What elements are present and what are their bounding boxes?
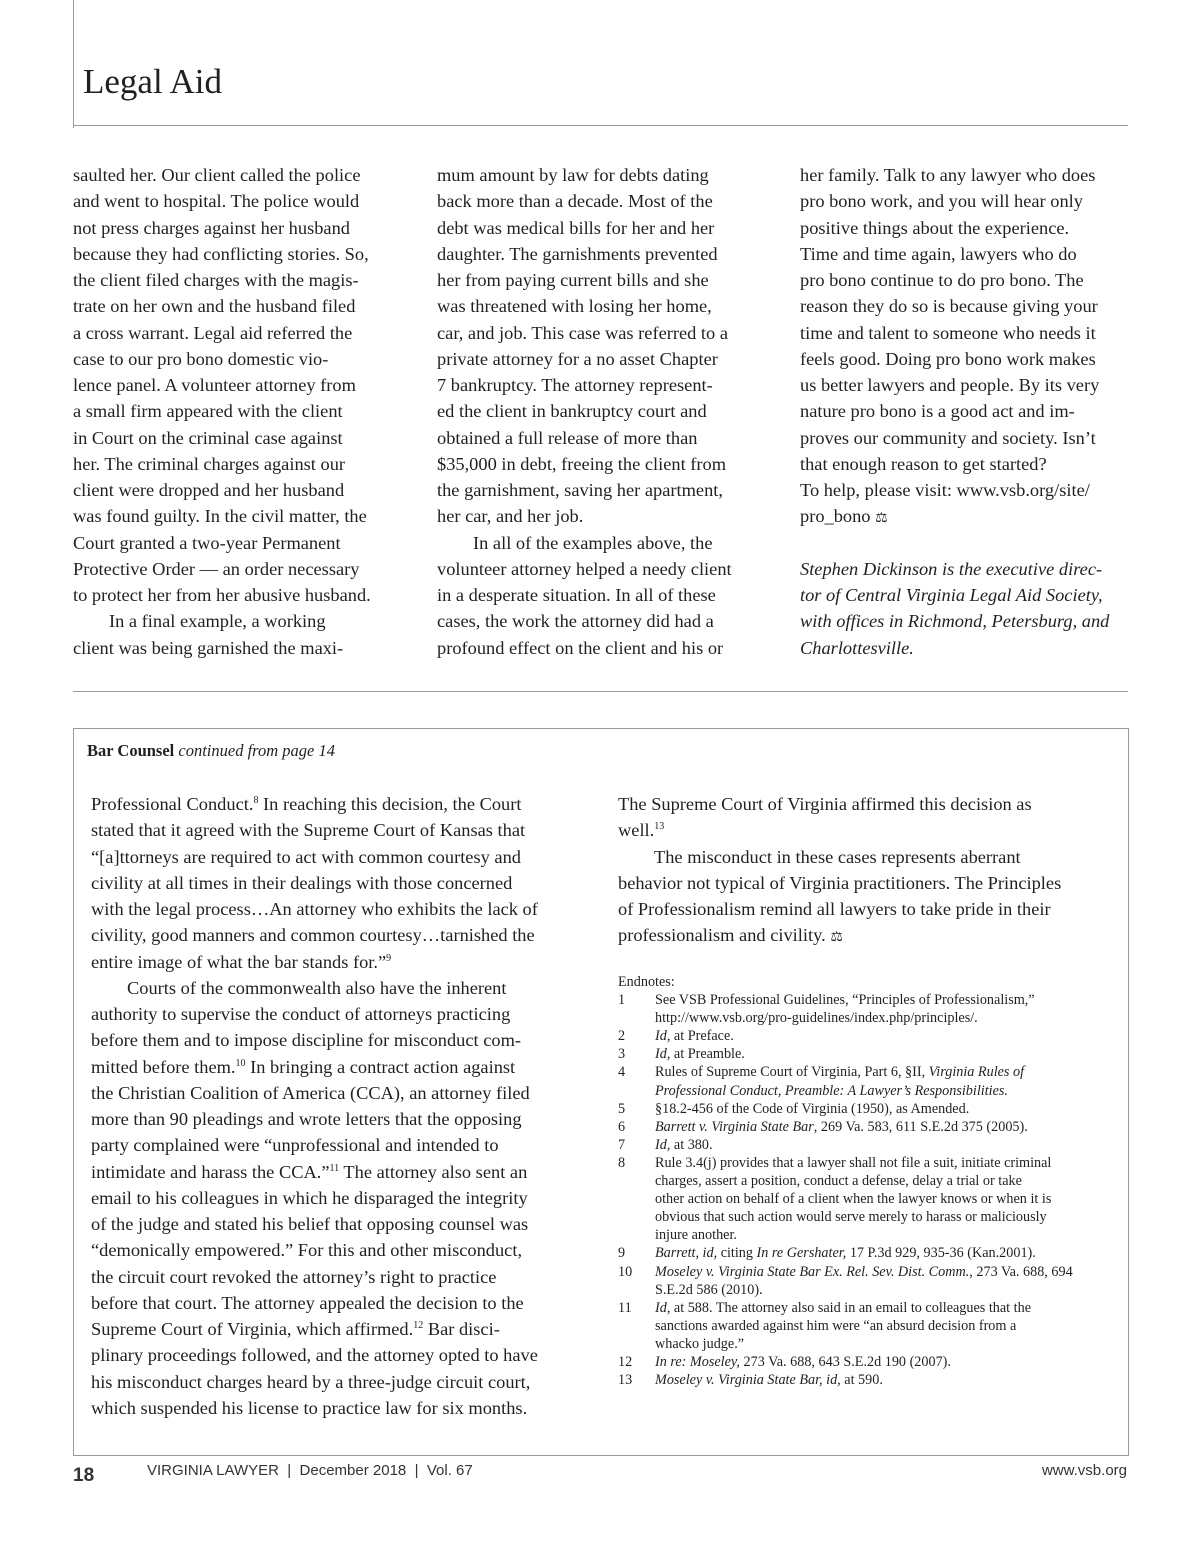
endnote-line bbox=[655, 1118, 1028, 1136]
endnote-line bbox=[655, 1281, 1073, 1299]
text: citing bbox=[717, 1245, 757, 1262]
text: us better lawyers and people. By its very bbox=[800, 375, 1100, 395]
text: behavior not typical of Virginia practitioners. The Principles bbox=[618, 872, 1062, 893]
text-line bbox=[91, 922, 538, 948]
text: her car, and her job. bbox=[437, 506, 584, 527]
text: mum amount by law for debts dating bbox=[437, 165, 709, 185]
text: the client filed charges with the magis- bbox=[73, 270, 359, 290]
endnote-line bbox=[655, 1226, 1051, 1244]
italic-text: tor of Central Virginia Legal Aid Society, bbox=[800, 585, 1103, 605]
text: civility at all times in their dealings with those concerned bbox=[91, 872, 513, 893]
text-line bbox=[437, 451, 732, 477]
text-line bbox=[91, 1054, 538, 1080]
text-line bbox=[91, 1290, 538, 1316]
text-line bbox=[437, 241, 732, 267]
italic-text: Id, bbox=[655, 1136, 671, 1153]
endnote-number: 4 bbox=[618, 1064, 626, 1081]
text: at Preface. bbox=[670, 1028, 734, 1045]
endnote-line bbox=[655, 1263, 1073, 1281]
text: and went to hospital. The police would bbox=[73, 191, 360, 212]
endnote-text bbox=[655, 1154, 1051, 1244]
text: which suspended his license to practice law for six months. bbox=[91, 1397, 528, 1418]
text: charges, assert a position, conduct a defense, delay a trial or take bbox=[655, 1173, 1022, 1190]
text-line bbox=[91, 1159, 538, 1185]
text: lence panel. A volunteer attorney from bbox=[73, 375, 356, 395]
text-line bbox=[437, 503, 732, 529]
text-line bbox=[91, 1027, 538, 1053]
text: http://www.vsb.org/pro-guidelines/index.php/principles/. bbox=[655, 1010, 978, 1027]
text: Rules of Supreme Court of Virginia, Part 6, §II, bbox=[655, 1064, 929, 1081]
text-line bbox=[800, 556, 1109, 582]
text: nature pro bono is a good act and im- bbox=[800, 401, 1075, 422]
italic-text: In re Gershater, bbox=[756, 1245, 847, 1262]
italic-text: Virginia Rules of bbox=[928, 1064, 1025, 1081]
text-line bbox=[800, 241, 1109, 267]
endnote-line bbox=[655, 1009, 1035, 1027]
text: debt was medical bills for her and her bbox=[437, 217, 715, 238]
endnote-text bbox=[655, 1299, 1031, 1353]
endnote-line bbox=[655, 1172, 1051, 1190]
endnote bbox=[618, 1100, 1073, 1118]
endnote-line bbox=[655, 1045, 745, 1063]
text-line bbox=[91, 1342, 538, 1368]
endnote-text bbox=[655, 1100, 969, 1118]
text-line bbox=[437, 267, 732, 293]
endnote-number: 7 bbox=[618, 1136, 626, 1153]
text: pro bono work, and you will hear only bbox=[800, 191, 1083, 212]
text: 7 bankruptcy. The attorney represent- bbox=[437, 375, 713, 395]
text-line bbox=[91, 1132, 538, 1158]
text: “demonically empowered.” For this and other misconduct, bbox=[91, 1240, 523, 1261]
text: , 269 Va. 583, 611 S.E.2d 375 (2005). bbox=[813, 1118, 1028, 1135]
text-line bbox=[800, 503, 1109, 529]
text-line bbox=[437, 293, 732, 319]
scales-icon: ⚖ bbox=[830, 930, 843, 946]
text: the circuit court revoked the attorney’s right to practice bbox=[91, 1266, 497, 1287]
text: pro_bono bbox=[800, 506, 876, 527]
endnote-number: 2 bbox=[618, 1028, 626, 1045]
text-line bbox=[91, 949, 538, 975]
text-line bbox=[73, 425, 371, 451]
text-line bbox=[437, 372, 732, 398]
endnote-text bbox=[655, 1045, 745, 1063]
italic-text: Id, bbox=[655, 1028, 671, 1045]
text-line bbox=[437, 188, 732, 214]
text-line bbox=[618, 844, 1061, 870]
text-line bbox=[73, 267, 371, 293]
text-line bbox=[800, 188, 1109, 214]
text: obtained a full release of more than bbox=[437, 427, 698, 448]
text-line bbox=[800, 346, 1109, 372]
italic-text: Moseley v. Virginia State Bar, id, bbox=[655, 1372, 841, 1389]
text: To help, please visit: www.vsb.org/site/ bbox=[800, 480, 1090, 500]
text: “[a]ttorneys are required to act with common courtesy and bbox=[91, 846, 521, 867]
text-line bbox=[618, 870, 1061, 896]
section-divider bbox=[73, 691, 1128, 692]
text-line bbox=[800, 293, 1109, 319]
italic-text: Professional Conduct, Preamble: A Lawyer’s Responsibilities. bbox=[655, 1082, 1008, 1099]
text: well. bbox=[618, 820, 655, 841]
text: to protect her from her abusive husband. bbox=[73, 585, 371, 605]
text: The attorney also sent an bbox=[339, 1161, 528, 1182]
text: trate on her own and the husband filed bbox=[73, 296, 356, 317]
scales-icon: ⚖ bbox=[875, 511, 888, 527]
text-line bbox=[91, 870, 538, 896]
endnote-number: 13 bbox=[618, 1372, 633, 1389]
text: whacko judge.” bbox=[655, 1335, 745, 1352]
text: positive things about the experience. bbox=[800, 217, 1070, 238]
footnote-reference: 12 bbox=[413, 1320, 424, 1331]
text-line bbox=[800, 267, 1109, 293]
endnote-number: 11 bbox=[618, 1299, 632, 1316]
text: $35,000 in debt, freeing the client from bbox=[437, 453, 727, 474]
text: entire image of what the bar stands for.” bbox=[91, 951, 387, 972]
endnote-line bbox=[655, 1299, 1031, 1317]
website: www.vsb.org bbox=[1041, 1462, 1127, 1479]
text: in a desperate situation. In all of these bbox=[437, 585, 716, 605]
text: sanctions awarded against him were “an absurd decision from a bbox=[655, 1317, 1017, 1334]
endnote-number: 8 bbox=[618, 1154, 626, 1171]
text: mitted before them. bbox=[91, 1056, 236, 1077]
text-line bbox=[73, 162, 371, 188]
footnote-reference: 11 bbox=[329, 1162, 340, 1174]
legal-aid-column-1 bbox=[73, 162, 371, 661]
text: professionalism and civility. bbox=[618, 925, 831, 946]
footnote-reference: 8 bbox=[253, 795, 259, 806]
text-line bbox=[73, 530, 371, 556]
text: the garnishment, saving her apartment, bbox=[437, 480, 723, 500]
italic-text: Id, bbox=[655, 1046, 671, 1063]
text: a cross warrant. Legal aid referred the bbox=[73, 322, 353, 343]
text: not press charges against her husband bbox=[73, 217, 350, 238]
bar-counsel-left-column bbox=[91, 791, 538, 1421]
text: , 273 Va. 688, 694 bbox=[969, 1263, 1073, 1280]
endnote-line bbox=[655, 1100, 969, 1118]
text: In reaching this decision, the Court bbox=[258, 794, 522, 814]
text: at 380. bbox=[670, 1136, 713, 1153]
text-line bbox=[800, 608, 1109, 634]
footnote-reference: 9 bbox=[386, 952, 392, 964]
text-line bbox=[437, 635, 732, 661]
endnote-line bbox=[655, 1371, 883, 1389]
endnote-text bbox=[655, 1118, 1028, 1136]
text: at Preamble. bbox=[670, 1046, 745, 1063]
header-rule bbox=[73, 125, 1128, 126]
text-line bbox=[91, 1106, 538, 1132]
endnotes-label: Endnotes: bbox=[618, 974, 675, 990]
text-line bbox=[91, 975, 538, 1001]
text: injure another. bbox=[655, 1227, 737, 1244]
endnote-line bbox=[655, 1154, 1051, 1172]
text: was threatened with losing her home, bbox=[437, 296, 712, 317]
text-line bbox=[91, 1316, 538, 1342]
text-line bbox=[800, 215, 1109, 241]
text-line bbox=[73, 320, 371, 346]
endnote bbox=[618, 1027, 1073, 1045]
endnote-text bbox=[655, 1244, 1036, 1262]
text: Professional Conduct. bbox=[91, 794, 254, 814]
endnotes bbox=[618, 973, 1073, 1389]
text-line bbox=[437, 556, 732, 582]
endnote-number: 5 bbox=[618, 1100, 626, 1117]
text-line bbox=[73, 215, 371, 241]
text: her family. Talk to any lawyer who does bbox=[800, 165, 1096, 185]
text: car, and job. This case was referred to a bbox=[437, 322, 728, 343]
text-line bbox=[91, 791, 538, 817]
text-line bbox=[73, 293, 371, 319]
text-line bbox=[73, 608, 371, 634]
text: feels good. Doing pro bono work makes bbox=[800, 348, 1096, 369]
text: daughter. The garnishments prevented bbox=[437, 243, 718, 264]
text: was found guilty. In the civil matter, the bbox=[73, 506, 367, 527]
text: stated that it agreed with the Supreme Court of Kansas that bbox=[91, 820, 526, 841]
text: party complained were “unprofessional and intended to bbox=[91, 1135, 499, 1156]
text-line bbox=[91, 844, 538, 870]
text: proves our community and society. Isn’t bbox=[800, 427, 1096, 448]
text: more than 90 pleadings and wrote letters that the opposing bbox=[91, 1109, 522, 1129]
endnote-line bbox=[655, 1335, 1031, 1353]
text: case to our pro bono domestic vio- bbox=[73, 348, 329, 369]
text: §18.2-456 of the Code of Virginia (1950), as Amended. bbox=[655, 1100, 970, 1117]
text: her from paying current bills and she bbox=[437, 270, 709, 290]
endnote bbox=[618, 1244, 1073, 1262]
text-line bbox=[91, 1001, 538, 1027]
bar-counsel-title: Bar Counsel bbox=[87, 741, 175, 760]
text-line bbox=[800, 398, 1109, 424]
text-line bbox=[91, 1237, 538, 1263]
bar-counsel-heading bbox=[87, 741, 335, 761]
text: in Court on the criminal case against bbox=[73, 427, 343, 448]
text: because they had conflicting stories. So, bbox=[73, 243, 369, 264]
text: reason they do so is because giving your bbox=[800, 296, 1098, 317]
continued-note: continued from page 14 bbox=[178, 741, 335, 760]
endnote-line bbox=[655, 1027, 734, 1045]
text: Bar disci- bbox=[423, 1319, 500, 1339]
endnote bbox=[618, 1299, 1073, 1353]
legal-aid-column-3 bbox=[800, 162, 1109, 661]
endnote-line bbox=[655, 1082, 1024, 1100]
text-line bbox=[91, 1185, 538, 1211]
text-line bbox=[800, 425, 1109, 451]
text: Rule 3.4(j) provides that a lawyer shall not file a suit, initiate criminal bbox=[655, 1154, 1052, 1171]
endnote-number: 1 bbox=[618, 992, 626, 1009]
text-line bbox=[800, 162, 1109, 188]
italic-text: Stephen Dickinson is the executive direc- bbox=[800, 558, 1103, 579]
text-line bbox=[437, 608, 732, 634]
text: obvious that such action would serve merely to harass or maliciously bbox=[655, 1209, 1047, 1226]
endnote bbox=[618, 1154, 1073, 1244]
text: of the judge and stated his belief that opposing counsel was bbox=[91, 1214, 529, 1234]
text: at 588. The attorney also said in an email to colleagues that the bbox=[670, 1299, 1031, 1316]
endnote bbox=[618, 1353, 1073, 1371]
endnote bbox=[618, 1371, 1073, 1389]
italic-text: Moseley v. Virginia State Bar Ex. Rel. Sev. Dist. Comm. bbox=[655, 1263, 970, 1280]
text: before them and to impose discipline for misconduct com- bbox=[91, 1030, 522, 1051]
text-line bbox=[437, 398, 732, 424]
text-line bbox=[800, 477, 1109, 503]
text-line bbox=[618, 896, 1061, 922]
text: Protective Order — an order necessary bbox=[73, 558, 360, 579]
text-line bbox=[800, 635, 1109, 661]
publication-info: VIRGINIA LAWYER | December 2018 | Vol. 67 bbox=[147, 1462, 473, 1479]
text: a small firm appeared with the client bbox=[73, 401, 343, 422]
text: plinary proceedings followed, and the attorney opted to have bbox=[91, 1345, 538, 1366]
text-line bbox=[800, 530, 1109, 556]
text: Courts of the commonwealth also have the inherent bbox=[127, 977, 507, 998]
text: In bringing a contract action against bbox=[245, 1056, 516, 1077]
footnote-reference: 13 bbox=[654, 821, 665, 833]
text: intimidate and harass the CCA.” bbox=[91, 1161, 330, 1182]
header-rule-vertical bbox=[73, 0, 74, 128]
endnote-number: 6 bbox=[618, 1118, 626, 1135]
text-line bbox=[437, 477, 732, 503]
text: The misconduct in these cases represents aberrant bbox=[654, 846, 1021, 867]
endnote-text bbox=[655, 1263, 1073, 1299]
italic-text: In re: Moseley, bbox=[655, 1353, 740, 1370]
text-line bbox=[73, 556, 371, 582]
text: 17 P.3d 929, 935-36 (Kan.2001). bbox=[846, 1245, 1036, 1262]
text-line bbox=[437, 530, 732, 556]
text-line bbox=[618, 791, 1061, 817]
text-line bbox=[73, 477, 371, 503]
bar-counsel-right-column bbox=[618, 791, 1061, 949]
text: civility, good manners and common courtesy…tarnished the bbox=[91, 925, 535, 946]
endnote bbox=[618, 1118, 1073, 1136]
text: volunteer attorney helped a needy client bbox=[437, 558, 732, 579]
text-line bbox=[800, 451, 1109, 477]
text: his misconduct charges heard by a three-judge circuit court, bbox=[91, 1371, 531, 1392]
italic-text: Id, bbox=[655, 1299, 671, 1316]
text-line bbox=[800, 320, 1109, 346]
endnote bbox=[618, 991, 1073, 1027]
italic-text: Barrett v. Virginia State Bar bbox=[655, 1118, 814, 1135]
text-line bbox=[73, 503, 371, 529]
text: her. The criminal charges against our bbox=[73, 453, 346, 474]
text-line bbox=[73, 372, 371, 398]
text-line bbox=[91, 896, 538, 922]
text-line bbox=[73, 346, 371, 372]
text-line bbox=[91, 1264, 538, 1290]
endnote-line bbox=[655, 1136, 713, 1154]
text-line bbox=[73, 188, 371, 214]
text-line bbox=[800, 372, 1109, 398]
endnote-text bbox=[655, 1353, 951, 1371]
text-line bbox=[73, 451, 371, 477]
text-line bbox=[91, 1080, 538, 1106]
text: at 590. bbox=[840, 1372, 883, 1389]
endnote-text bbox=[655, 1027, 734, 1045]
endnote-number: 9 bbox=[618, 1245, 626, 1262]
text: In a final example, a working bbox=[109, 611, 326, 632]
text: the Christian Coalition of America (CCA), an attorney filed bbox=[91, 1082, 530, 1103]
text-line bbox=[73, 635, 371, 661]
text: cases, the work the attorney did had a bbox=[437, 611, 714, 632]
endnote-text bbox=[655, 991, 1035, 1027]
text: 273 Va. 688, 643 S.E.2d 190 (2007). bbox=[739, 1353, 951, 1370]
endnote-line bbox=[655, 1208, 1051, 1226]
endnote-text bbox=[655, 1371, 883, 1389]
text: email to his colleagues in which he disparaged the integrity bbox=[91, 1187, 528, 1208]
text: of Professionalism remind all lawyers to take pride in their bbox=[618, 899, 1051, 919]
text: pro bono continue to do pro bono. The bbox=[800, 270, 1084, 290]
endnote-line bbox=[655, 1190, 1051, 1208]
text: that enough reason to get started? bbox=[800, 453, 1047, 474]
text: Supreme Court of Virginia, which affirmed. bbox=[91, 1319, 414, 1339]
text-line bbox=[437, 582, 732, 608]
text: back more than a decade. Most of the bbox=[437, 191, 713, 212]
text: authority to supervise the conduct of attorneys practicing bbox=[91, 1004, 511, 1024]
text: before that court. The attorney appealed the decision to the bbox=[91, 1292, 524, 1313]
endnote-line bbox=[655, 1063, 1024, 1081]
text: time and talent to someone who needs it bbox=[800, 322, 1096, 343]
text: The Supreme Court of Virginia affirmed this decision as bbox=[618, 794, 1032, 814]
italic-text: Barrett, id, bbox=[655, 1245, 718, 1262]
legal-aid-column-2 bbox=[437, 162, 732, 661]
text-line bbox=[437, 320, 732, 346]
endnote-number: 12 bbox=[618, 1353, 633, 1370]
endnote-text bbox=[655, 1063, 1024, 1099]
text-line bbox=[91, 1395, 538, 1421]
text: profound effect on the client and his or bbox=[437, 637, 724, 658]
italic-text: Charlottesville. bbox=[800, 637, 914, 658]
text: other action on behalf of a client when the lawyer knows or when it is bbox=[655, 1191, 1052, 1208]
endnote bbox=[618, 1045, 1073, 1063]
text: Court granted a two-year Permanent bbox=[73, 532, 341, 553]
page-number: 18 bbox=[73, 1465, 95, 1486]
text-line bbox=[91, 1369, 538, 1395]
text: client were dropped and her husband bbox=[73, 480, 345, 500]
text: S.E.2d 586 (2010). bbox=[655, 1281, 763, 1298]
text-line bbox=[437, 215, 732, 241]
text-line bbox=[618, 922, 1061, 948]
endnote-line bbox=[655, 1244, 1036, 1262]
text-line bbox=[73, 582, 371, 608]
endnote-line bbox=[655, 1353, 951, 1371]
endnote-text bbox=[655, 1136, 713, 1154]
footnote-reference: 10 bbox=[235, 1057, 246, 1069]
endnote-line bbox=[655, 991, 1035, 1009]
text-line bbox=[91, 1211, 538, 1237]
endnote-number: 3 bbox=[618, 1046, 626, 1063]
endnote bbox=[618, 1136, 1073, 1154]
section-title: Legal Aid bbox=[83, 62, 222, 101]
text: with the legal process…An attorney who exhibits the lack of bbox=[91, 899, 538, 919]
text: ed the client in bankruptcy court and bbox=[437, 401, 707, 422]
endnote bbox=[618, 1063, 1073, 1099]
italic-text: with offices in Richmond, Petersburg, and bbox=[800, 611, 1110, 632]
endnote bbox=[618, 1263, 1073, 1299]
text-line bbox=[800, 582, 1109, 608]
text-line bbox=[73, 398, 371, 424]
text: saulted her. Our client called the police bbox=[73, 165, 361, 185]
text: In all of the examples above, the bbox=[473, 532, 713, 553]
text: See VSB Professional Guidelines, “Principles of Professionalism,” bbox=[655, 992, 1035, 1009]
text-line bbox=[618, 817, 1061, 843]
text-line bbox=[91, 817, 538, 843]
text: Time and time again, lawyers who do bbox=[800, 243, 1077, 264]
text-line bbox=[437, 425, 732, 451]
text-line bbox=[73, 241, 371, 267]
text: client was being garnished the maxi- bbox=[73, 637, 344, 658]
endnote-line bbox=[655, 1317, 1031, 1335]
text: private attorney for a no asset Chapter bbox=[437, 348, 718, 369]
text-line bbox=[437, 346, 732, 372]
endnote-number: 10 bbox=[618, 1263, 633, 1280]
text-line bbox=[437, 162, 732, 188]
